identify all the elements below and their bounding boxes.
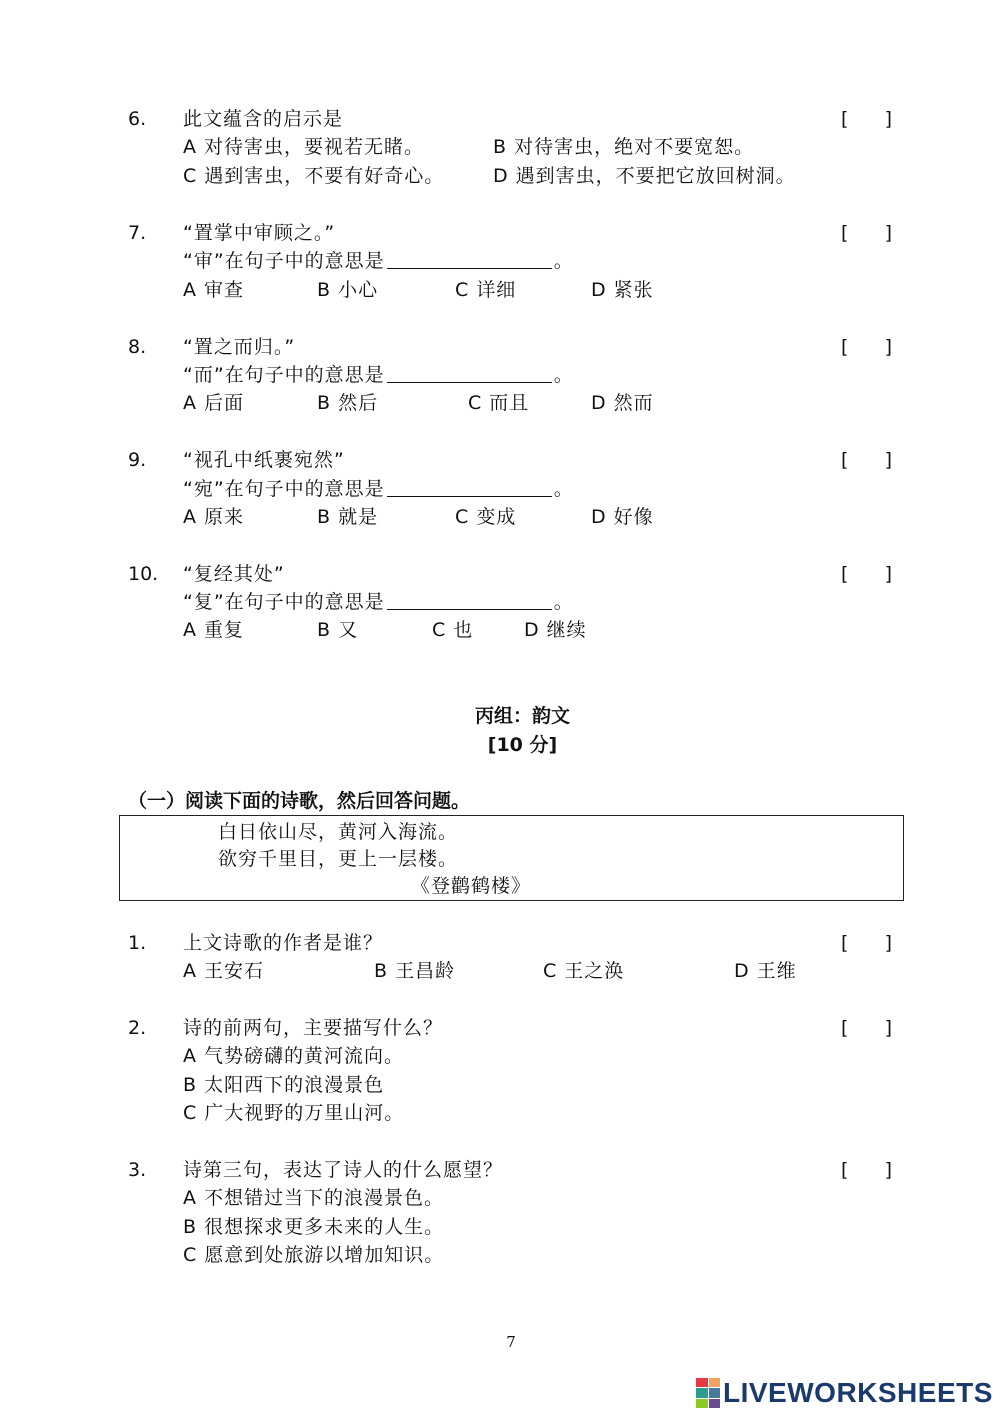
option-a: A 气势磅礴的黄河流向。 xyxy=(183,1045,405,1067)
option-d: D 遇到害虫，不要把它放回树洞。 xyxy=(493,165,796,187)
answer-blank[interactable] xyxy=(387,589,552,610)
subprompt-end: 。 xyxy=(553,364,574,386)
answer-bracket[interactable]: [ ] xyxy=(841,336,893,358)
option-b: B 很想探求更多未来的人生。 xyxy=(183,1216,445,1238)
question-prompt: 诗的前两句，主要描写什么？ xyxy=(183,1017,444,1039)
option-a: A 审查 xyxy=(183,279,245,301)
option-a: A 原来 xyxy=(183,506,245,528)
logo-text: LIVEWORKSHEETS xyxy=(723,1377,993,1408)
option-b: B 就是 xyxy=(317,506,379,528)
badge-cell xyxy=(696,1378,708,1387)
subprompt-end: 。 xyxy=(553,591,574,613)
badge-cell xyxy=(709,1388,721,1397)
question-subprompt xyxy=(183,361,574,389)
option-c: C 遇到害虫，不要有好奇心。 xyxy=(183,165,445,187)
poem-title: 《登鹳鹤楼》 xyxy=(411,875,532,897)
section-title: 丙组：韵文 xyxy=(474,705,570,727)
option-c: C 广大视野的万里山河。 xyxy=(183,1102,405,1124)
poem-line-1: 白日依山尽，黄河入海流。 xyxy=(218,821,459,843)
option-b: B 又 xyxy=(317,619,359,641)
option-d: D 好像 xyxy=(591,506,654,528)
logo-badge-icon xyxy=(696,1378,720,1408)
option-b: B 太阳西下的浪漫景色 xyxy=(183,1074,385,1096)
page-number: 7 xyxy=(506,1333,516,1351)
answer-bracket[interactable]: [ ] xyxy=(841,1017,893,1039)
question-number: 6. xyxy=(128,108,147,130)
section-score: [10 分] xyxy=(487,734,558,756)
question-prompt: “视孔中纸裹宛然” xyxy=(183,449,345,471)
option-d: D 继续 xyxy=(524,619,587,641)
question-subprompt xyxy=(183,475,574,503)
option-c: C 变成 xyxy=(455,506,517,528)
answer-bracket[interactable]: [ ] xyxy=(841,563,893,585)
question-prompt: “复经其处” xyxy=(183,563,285,585)
question-number: 3. xyxy=(128,1159,147,1181)
option-c: C 愿意到处旅游以增加知识。 xyxy=(183,1244,445,1266)
subprompt-text: “而”在句子中的意思是 xyxy=(183,364,385,386)
option-c: C 详细 xyxy=(455,279,517,301)
question-prompt: 上文诗歌的作者是谁？ xyxy=(183,932,384,954)
option-a: A 不想错过当下的浪漫景色。 xyxy=(183,1187,445,1209)
question-number: 9. xyxy=(128,449,147,471)
question-subprompt xyxy=(183,588,574,616)
answer-bracket[interactable]: [ ] xyxy=(841,1159,893,1181)
option-c: C 而且 xyxy=(468,392,530,414)
poem-box xyxy=(119,815,904,901)
option-b: B 小心 xyxy=(317,279,379,301)
answer-bracket[interactable]: [ ] xyxy=(841,222,893,244)
question-number: 7. xyxy=(128,222,147,244)
option-b: B 对待害虫，绝对不要宽恕。 xyxy=(493,136,755,158)
answer-bracket[interactable]: [ ] xyxy=(841,108,893,130)
option-a: A 重复 xyxy=(183,619,245,641)
option-a: A 对待害虫，要视若无睹。 xyxy=(183,136,425,158)
answer-bracket[interactable]: [ ] xyxy=(841,932,893,954)
option-b: B 王昌龄 xyxy=(374,960,456,982)
subprompt-text: “宛”在句子中的意思是 xyxy=(183,478,385,500)
option-d: D 紧张 xyxy=(591,279,654,301)
subprompt-end: 。 xyxy=(553,250,574,272)
subprompt-text: “复”在句子中的意思是 xyxy=(183,591,385,613)
option-a: A 后面 xyxy=(183,392,245,414)
question-prompt: “置掌中审顾之。” xyxy=(183,222,336,244)
badge-cell xyxy=(709,1399,721,1408)
option-c: C 也 xyxy=(432,619,474,641)
badge-cell xyxy=(709,1378,721,1387)
subprompt-text: “审”在句子中的意思是 xyxy=(183,250,385,272)
option-a: A 王安石 xyxy=(183,960,265,982)
option-b: B 然后 xyxy=(317,392,379,414)
question-number: 8. xyxy=(128,336,147,358)
answer-blank[interactable] xyxy=(387,476,552,497)
part-title: （一）阅读下面的诗歌，然后回答问题。 xyxy=(128,790,471,812)
subprompt-end: 。 xyxy=(553,478,574,500)
badge-cell xyxy=(696,1399,708,1408)
answer-blank[interactable] xyxy=(387,362,552,383)
option-d: D 王维 xyxy=(734,960,797,982)
question-number: 10. xyxy=(128,563,159,585)
question-number: 2. xyxy=(128,1017,147,1039)
question-prompt: “置之而归。” xyxy=(183,336,296,358)
answer-blank[interactable] xyxy=(387,248,552,269)
question-number: 1. xyxy=(128,932,147,954)
poem-line-2: 欲穷千里目，更上一层楼。 xyxy=(218,848,459,870)
question-prompt: 此文蕴含的启示是 xyxy=(183,108,344,130)
badge-cell xyxy=(696,1388,708,1397)
liveworksheets-logo[interactable] xyxy=(696,1377,993,1409)
answer-bracket[interactable]: [ ] xyxy=(841,449,893,471)
option-c: C 王之涣 xyxy=(543,960,625,982)
question-subprompt xyxy=(183,247,574,275)
option-d: D 然而 xyxy=(591,392,654,414)
question-prompt: 诗第三句，表达了诗人的什么愿望？ xyxy=(183,1159,504,1181)
